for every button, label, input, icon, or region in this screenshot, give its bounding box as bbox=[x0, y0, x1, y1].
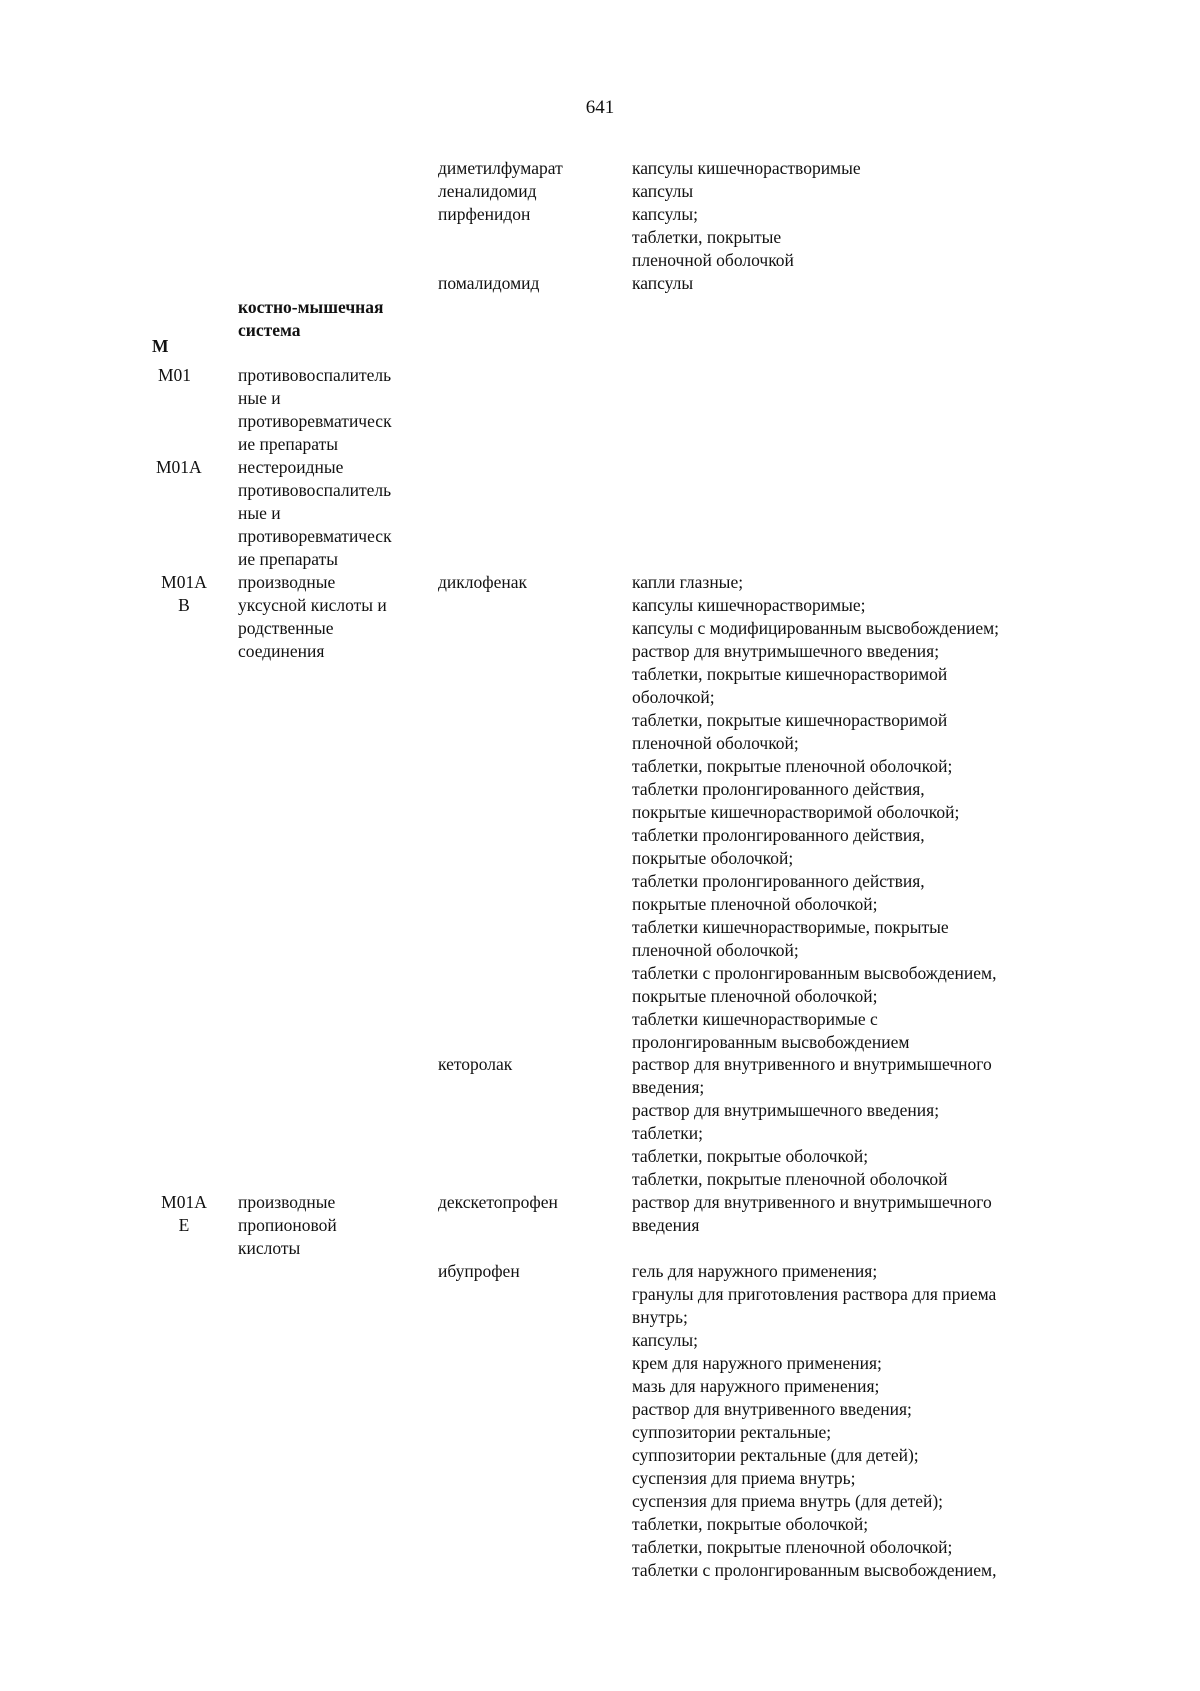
atc-group-name: производные пропионовой кислоты bbox=[238, 1192, 337, 1258]
atc-code: М01А bbox=[156, 457, 202, 477]
drug-name: леналидомид bbox=[438, 181, 537, 201]
atc-code: М01А В bbox=[161, 572, 207, 615]
atc-code: М01А Е bbox=[161, 1192, 207, 1235]
atc-group-name: нестероидные противовоспалитель ные и противоревматическ ие препараты bbox=[238, 457, 392, 569]
atc-group-name: производные уксусной кислоты и родственные соединения bbox=[238, 572, 387, 661]
atc-group-name: противовоспалитель ные и противоревматическ ие препараты bbox=[238, 365, 392, 454]
drug-name: ибупрофен bbox=[438, 1261, 520, 1281]
atc-group-name: костно-мышечная система bbox=[238, 297, 384, 340]
drug-name: диметилфумарат bbox=[438, 158, 563, 178]
dosage-form: капсулы; таблетки, покрытые пленочной оболочкой bbox=[632, 204, 794, 270]
dosage-form: капли глазные; капсулы кишечнорастворимые; капсулы с модифицированным высвобождением; раствор для внутримышечного введения; таблетки, покрытые кишечнорастворимой оболочкой; таблетки, покрытые кишечнорастворимой пленочной оболочкой; таблетки, покрытые пленочной оболочкой; таблетки пролонгированного действия, покрытые кишечнорастворимой оболочкой; таблетки пролонгированного действия, покрытые оболочкой; таблетки пролонгированного действия, покрытые пленочной оболочкой; таблетки кишечнорастворимые, покрытые пленочной оболочкой; таблетки с пролонгированным высвобождением, покрытые пленочной оболочкой; таблетки кишечнорастворимые с пролонгированным высвобождением bbox=[632, 572, 1000, 1052]
page-number: 641 bbox=[585, 97, 615, 118]
dosage-form: капсулы bbox=[632, 273, 694, 293]
dosage-form: капсулы bbox=[632, 181, 694, 201]
drug-name: пирфенидон bbox=[438, 204, 531, 224]
dosage-form: капсулы кишечнорастворимые bbox=[632, 158, 861, 178]
drug-name: помалидомид bbox=[438, 273, 540, 293]
drug-name: декскетопрофен bbox=[438, 1192, 558, 1212]
atc-code: М bbox=[152, 336, 169, 356]
drug-name: диклофенак bbox=[438, 572, 527, 592]
dosage-form: раствор для внутривенного и внутримышечного введения; раствор для внутримышечного введения; таблетки; таблетки, покрытые оболочкой; таблетки, покрытые пленочной оболочкой bbox=[632, 1054, 992, 1189]
atc-code: М01 bbox=[158, 365, 192, 385]
dosage-form: гель для наружного применения; гранулы для приготовления раствора для приема внутрь; капсулы; крем для наружного применения; мазь для наружного применения; раствор для внутривенного введения; суппозитории ректальные; суппозитории ректальные (для детей); суспензия для приема внутрь; суспензия для приема внутрь (для детей); таблетки, покрытые оболочкой; таблетки, покрытые пленочной оболочкой; таблетки с пролонгированным высвобождением, bbox=[632, 1261, 997, 1580]
drug-name: кеторолак bbox=[438, 1054, 513, 1074]
dosage-form: раствор для внутривенного и внутримышечного введения bbox=[632, 1192, 992, 1235]
